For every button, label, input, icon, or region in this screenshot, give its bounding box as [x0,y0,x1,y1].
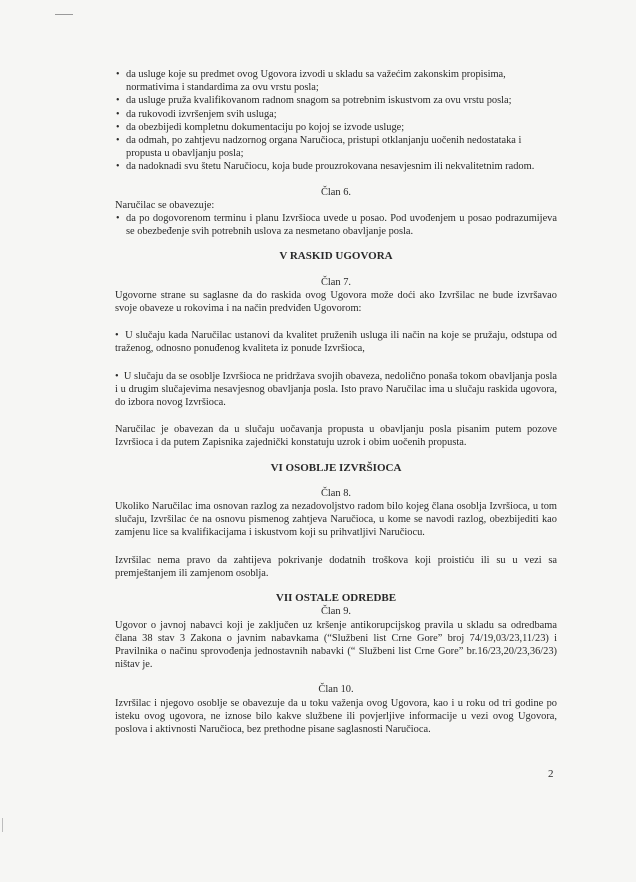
section-heading-other: VII OSTALE ODREDBE [275,592,397,605]
section-heading-termination: V RASKID UGOVORA [279,250,393,263]
article-6-intro: Naručilac se obavezuje: [115,199,215,211]
article-6-title: Član 6. [320,186,351,198]
article-9-title: Član 9. [320,606,351,618]
list-item: • da po dogovorenom terminu i planu Izvršioca uvede u posao. Pod uvođenjem u posao podrazumijeva se obezbeđenje svih potrebnih uslova za nesmetano obavljanje posla. [115,212,557,238]
article-7-title: Član 7. [320,276,351,288]
page-number: 2 [548,768,554,780]
document-body [115,68,557,736]
scan-mark [55,14,73,15]
termination-case-1: • U slučaju kada Naručilac ustanovi da kvalitet pruženih usluga ili način na koje se pružaju, odstupa od traženog, odnosno ponuđenog kvaliteta iz ponude Izvršioca, [115,329,557,355]
scan-edge-mark [2,818,9,832]
client-obligations-list [115,212,557,238]
list-item: • da rukovodi izvršenjem svih usluga; [115,108,557,121]
article-8-para2: Izvršilac nema pravo da zahtijeva pokrivanje dodatnih troškova koji proistiću ili su u vezi sa premještanjem ili zamjenom osoblja. [115,554,557,579]
list-item: • da usluge koje su predmet ovog Ugovora izvodi u skladu sa važećim zakonskim propisima, normativima i standardima za ovu vrstu posla; [115,68,557,94]
list-item: • da odmah, po zahtjevu nadzornog organa Naručioca, pristupi otklanjanju uočenih nedostataka i propusta u obavljanju posla; [115,134,557,160]
termination-case-2: • U slučaju da se osoblje Izvršioca ne pridržava svojih obaveza, nedolično ponaša tokom obavljanja posla i u drugim slučajevima nesavjesnog obavljanja posla. Isto pravo Naručilac ima u slučaju raskida ugovora, do izbora novog Izvršioca. [115,370,557,410]
article-10-title: Član 10. [318,684,354,696]
article-9-text: Ugovor o javnoj nabavci koji je zaključen uz kršenje antikorupcijskog pravila u skladu sa odredbama člana 38 stav 3 Zakona o javnim nabavkama (“Službeni list Crne Gore” broj 74/19,03/23,11/23) i Pravilnika o načinu sprovođenja jednostavnih nabavki (“ Službeni list Crne Gore” br.16/23,20/23,36/23) ništav je. [115,619,557,671]
list-item: • da obezbijedi kompletnu dokumentaciju po kojoj se izvode usluge; [115,121,557,134]
article-10-text: Izvršilac i njegovo osoblje se obavezuje da u toku važenja ovog Ugovora, kao i u roku od tri godine po isteku ovog ugovora, ne iznose bilo kakve službene ili povjerljive informacije u vezi ovog Ugovora, poslova i aktivnosti Naručioca, bez prethodne pisane saglasnosti Naručioca. [115,697,557,735]
article-7-text: Ugovorne strane su saglasne da do raskida ovog Ugovora može doći ako Izvršilac ne bude izvršavao svoje obaveze u rokovima i na način predviđen Ugovorom: [115,289,557,315]
list-item: • da nadoknadi svu štetu Naručiocu, koja bude prouzrokovana nesavjesnim ili nekvalitetnim radom. [115,160,557,173]
article-7-closing: Naručilac je obavezan da u slučaju uočavanja propusta u obavljanju posla pisanim putem pozove Izvršioca i da putem Zapisnika zajednički konstatuju uzrok i obim uočenih propusta. [115,424,557,449]
article-8-title: Član 8. [320,487,351,499]
list-item: • da usluge pruža kvalifikovanom radnom snagom sa potrebnim iskustvom za ovu vrstu posla; [115,94,557,107]
article-8-text: Ukoliko Naručilac ima osnovan razlog za nezadovoljstvo radom bilo kojeg člana osoblja Izvršioca, u tom slučaju, Izvršilac će na osnovu pismenog zahtjeva Naručioca, u kome se navodi razlog, obezbijediti kao zamjenu lice sa kvalifikacijama i iskustvom koji su prihvatljivi Naručiocu. [115,501,557,539]
section-heading-staff: VI OSOBLJE IZVRŠIOCA [270,461,402,474]
contractor-obligations-list [115,68,557,174]
